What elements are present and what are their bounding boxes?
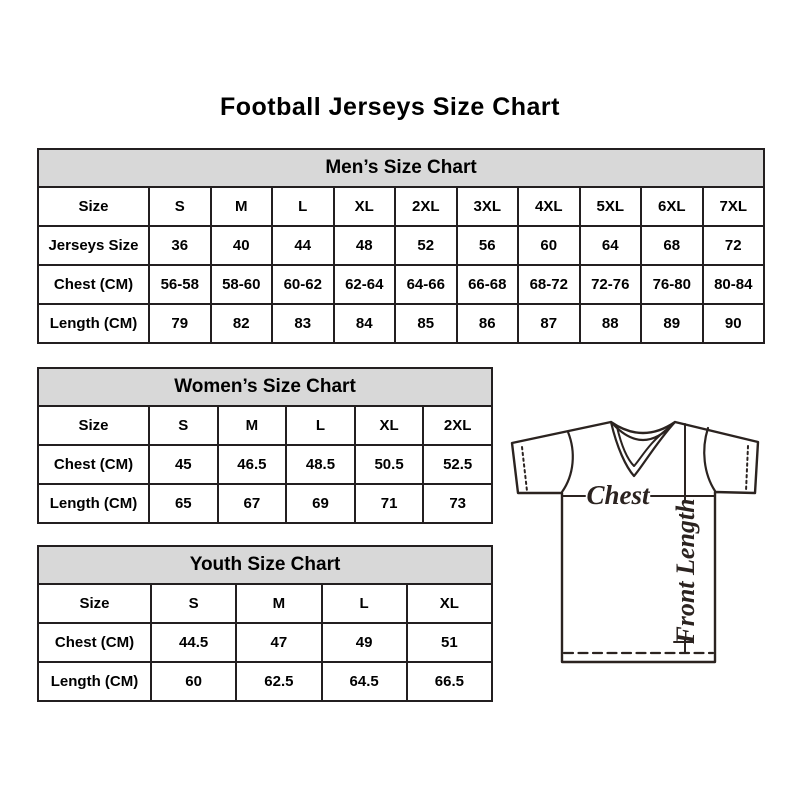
- right-cuff-dotted-line: [746, 446, 748, 491]
- value-cell: 83: [272, 304, 334, 343]
- value-cell: 49: [322, 623, 407, 662]
- jersey-measurement-diagram: [500, 400, 772, 672]
- row-label-cell: Chest (CM): [38, 623, 151, 662]
- value-cell: 52: [395, 226, 457, 265]
- value-cell: 36: [149, 226, 211, 265]
- youth-size-table: [37, 545, 493, 702]
- value-cell: S: [151, 584, 236, 623]
- value-cell: 5XL: [580, 187, 642, 226]
- value-cell: L: [286, 406, 355, 445]
- table-title-band: Youth Size Chart: [38, 546, 492, 584]
- value-cell: 66.5: [407, 662, 492, 701]
- value-cell: 48.5: [286, 445, 355, 484]
- row-label-cell: Jerseys Size: [38, 226, 149, 265]
- value-cell: 84: [334, 304, 396, 343]
- value-cell: 3XL: [457, 187, 519, 226]
- value-cell: 60-62: [272, 265, 334, 304]
- value-cell: 64-66: [395, 265, 457, 304]
- value-cell: 44: [272, 226, 334, 265]
- value-cell: 56-58: [149, 265, 211, 304]
- value-cell: 65: [149, 484, 218, 523]
- row-label-cell: Length (CM): [38, 662, 151, 701]
- value-cell: XL: [407, 584, 492, 623]
- row-label-cell: Chest (CM): [38, 265, 149, 304]
- value-cell: 40: [211, 226, 273, 265]
- page-title: Football Jerseys Size Chart: [219, 93, 560, 121]
- value-cell: 64: [580, 226, 642, 265]
- value-cell: 80-84: [703, 265, 765, 304]
- value-cell: 90: [703, 304, 765, 343]
- value-cell: 2XL: [423, 406, 492, 445]
- value-cell: 87: [518, 304, 580, 343]
- womens-size-table: [37, 367, 493, 524]
- front-length-label: Front Length: [671, 498, 700, 644]
- value-cell: S: [149, 406, 218, 445]
- value-cell: 79: [149, 304, 211, 343]
- value-cell: S: [149, 187, 211, 226]
- value-cell: 64.5: [322, 662, 407, 701]
- value-cell: 76-80: [641, 265, 703, 304]
- size-table: [37, 148, 765, 344]
- value-cell: 45: [149, 445, 218, 484]
- value-cell: 88: [580, 304, 642, 343]
- value-cell: 58-60: [211, 265, 273, 304]
- value-cell: 66-68: [457, 265, 519, 304]
- value-cell: 82: [211, 304, 273, 343]
- value-cell: 56: [457, 226, 519, 265]
- size-table: [37, 367, 493, 524]
- value-cell: 60: [518, 226, 580, 265]
- value-cell: 52.5: [423, 445, 492, 484]
- table-title-band: Women’s Size Chart: [38, 368, 492, 406]
- jersey-outline: [512, 422, 758, 662]
- value-cell: 2XL: [395, 187, 457, 226]
- value-cell: 60: [151, 662, 236, 701]
- value-cell: 68: [641, 226, 703, 265]
- row-label-cell: Size: [38, 584, 151, 623]
- left-cuff-dotted-line: [522, 447, 527, 491]
- row-label-cell: Length (CM): [38, 304, 149, 343]
- value-cell: L: [272, 187, 334, 226]
- value-cell: 67: [218, 484, 287, 523]
- value-cell: 86: [457, 304, 519, 343]
- value-cell: 69: [286, 484, 355, 523]
- row-label-cell: Size: [38, 187, 149, 226]
- value-cell: 48: [334, 226, 396, 265]
- value-cell: XL: [334, 187, 396, 226]
- value-cell: 47: [236, 623, 321, 662]
- value-cell: M: [218, 406, 287, 445]
- value-cell: 62-64: [334, 265, 396, 304]
- value-cell: 62.5: [236, 662, 321, 701]
- value-cell: 50.5: [355, 445, 424, 484]
- value-cell: 71: [355, 484, 424, 523]
- value-cell: L: [322, 584, 407, 623]
- mens-size-table: [37, 148, 765, 344]
- value-cell: M: [211, 187, 273, 226]
- value-cell: 72-76: [580, 265, 642, 304]
- value-cell: 73: [423, 484, 492, 523]
- table-title-band: Men’s Size Chart: [38, 149, 764, 187]
- value-cell: XL: [355, 406, 424, 445]
- value-cell: 46.5: [218, 445, 287, 484]
- value-cell: 68-72: [518, 265, 580, 304]
- row-label-cell: Size: [38, 406, 149, 445]
- value-cell: 6XL: [641, 187, 703, 226]
- value-cell: 4XL: [518, 187, 580, 226]
- value-cell: 51: [407, 623, 492, 662]
- chest-label: Chest: [586, 480, 650, 510]
- right-armhole-seam: [704, 428, 715, 491]
- row-label-cell: Chest (CM): [38, 445, 149, 484]
- row-label-cell: Length (CM): [38, 484, 149, 523]
- value-cell: 7XL: [703, 187, 765, 226]
- value-cell: 85: [395, 304, 457, 343]
- value-cell: 89: [641, 304, 703, 343]
- size-table: [37, 545, 493, 702]
- value-cell: M: [236, 584, 321, 623]
- left-armhole-seam: [562, 432, 573, 492]
- value-cell: 44.5: [151, 623, 236, 662]
- value-cell: 72: [703, 226, 765, 265]
